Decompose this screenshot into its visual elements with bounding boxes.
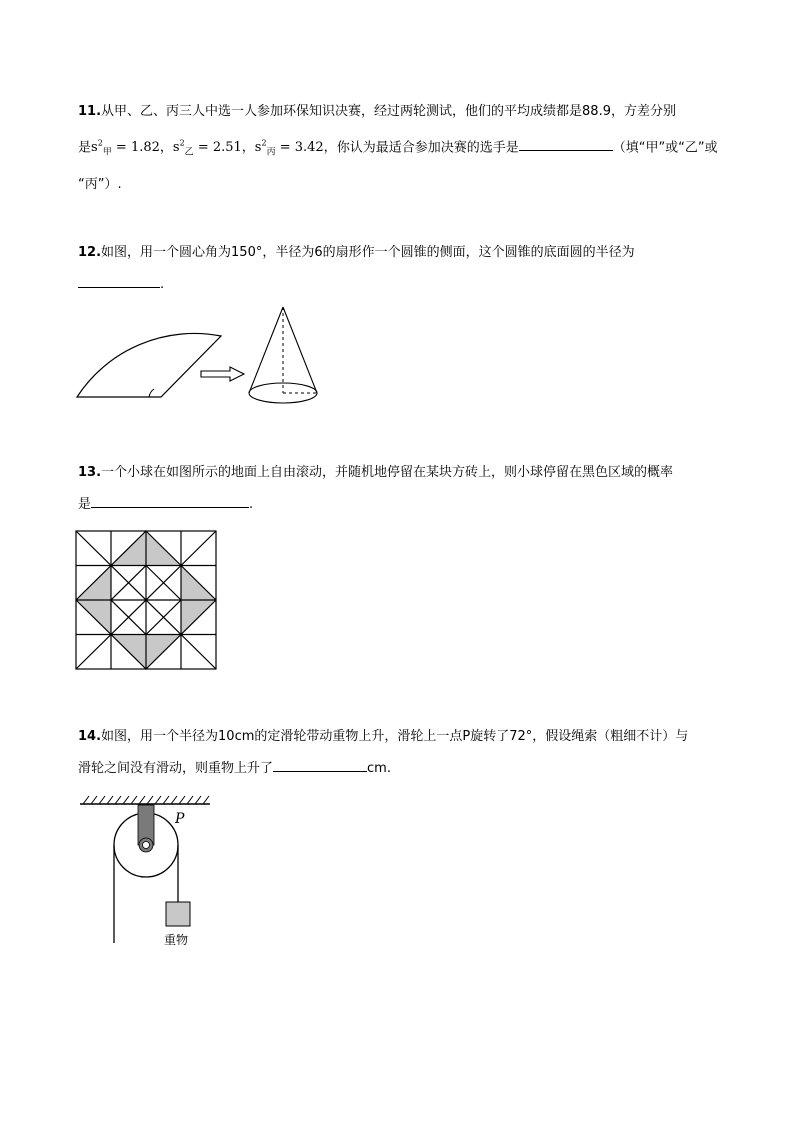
variance-jia	[91, 139, 173, 158]
text-fragment: “丙”）.	[78, 176, 122, 192]
answer-blank[interactable]	[519, 136, 613, 151]
math-sup: 2	[261, 139, 267, 148]
question-text: 一个小球在如图所示的地面上自由滚动，并随机地停留在某块方砖上，则小球停留在黑色区域的概率	[101, 465, 674, 480]
point-p-label: P	[175, 811, 185, 827]
math-sup: 2	[97, 139, 103, 148]
question-14-line2	[78, 753, 718, 785]
angle-mark	[149, 389, 154, 397]
sector-shape	[77, 333, 221, 397]
question-text: 从甲、乙、丙三人中选一人参加环保知识决赛，经过两轮测试，他们的平均成绩都是88.9，方差分别	[101, 104, 676, 119]
text-fragment: cm.	[367, 761, 391, 776]
question-13-line2	[78, 489, 718, 521]
answer-blank[interactable]	[273, 757, 367, 772]
question-number: 14.	[78, 729, 102, 744]
math-sub: 甲	[102, 147, 112, 158]
question-12-line2	[78, 269, 718, 301]
math-symbol: s	[254, 140, 262, 156]
ceiling-hatch	[83, 796, 209, 804]
answer-blank[interactable]	[91, 493, 249, 508]
arrow-icon	[201, 367, 244, 381]
tile-grid	[76, 531, 216, 669]
math-sup: 2	[179, 139, 185, 148]
variance-bing	[254, 139, 337, 158]
math-symbol: s	[172, 140, 180, 156]
math-sub: 乙	[184, 147, 194, 158]
text-fragment: 是	[78, 140, 92, 156]
question-12	[78, 237, 718, 301]
question-14-line1	[78, 721, 718, 753]
question-text: 如图，用一个半径为10cm的定滑轮带动重物上升，滑轮上一点P旋转了72°，假设绳索（粗细不计）与	[101, 729, 689, 744]
cone-side-left	[249, 307, 283, 393]
question-11-line1	[78, 96, 718, 128]
question-13	[78, 457, 718, 521]
question-14	[78, 721, 718, 785]
question-number: 13.	[78, 465, 102, 480]
question-11	[78, 96, 718, 201]
answer-blank[interactable]	[78, 273, 160, 288]
question-number: 12.	[78, 245, 102, 260]
question-text: 如图，用一个圆心角为150°，半径为6的扇形作一个圆锥的侧面，这个圆锥的底面圆的半径为	[101, 245, 635, 260]
question-13-line1	[78, 457, 718, 489]
cone-side-right	[283, 307, 317, 393]
math-sub: 丙	[266, 147, 276, 158]
math-symbol: s	[91, 140, 98, 156]
sector-cone-figure	[70, 300, 330, 410]
question-11-line2	[78, 128, 718, 169]
text-fragment: .	[249, 497, 254, 512]
variance-yi	[172, 139, 255, 158]
math-value: = 3.42，	[275, 140, 337, 156]
text-fragment: 滑轮之间没有滑动，则重物上升了	[78, 761, 274, 776]
math-value: = 1.82，	[111, 140, 173, 156]
text-fragment: 你认为最适合参加决赛的选手是	[336, 140, 519, 156]
text-fragment: （填“甲”或“乙”或	[612, 140, 718, 156]
weight-label: 重物	[164, 933, 189, 947]
weight-block	[166, 902, 190, 926]
question-11-line3	[78, 169, 718, 201]
question-12-line1	[78, 237, 718, 269]
text-fragment: .	[160, 277, 165, 292]
question-number: 11.	[78, 104, 102, 119]
axle-hole	[143, 842, 150, 849]
math-value: = 2.51，	[193, 140, 255, 156]
pulley-figure	[78, 795, 218, 955]
text-fragment: 是	[78, 497, 92, 512]
tile-floor-figure	[76, 531, 216, 669]
